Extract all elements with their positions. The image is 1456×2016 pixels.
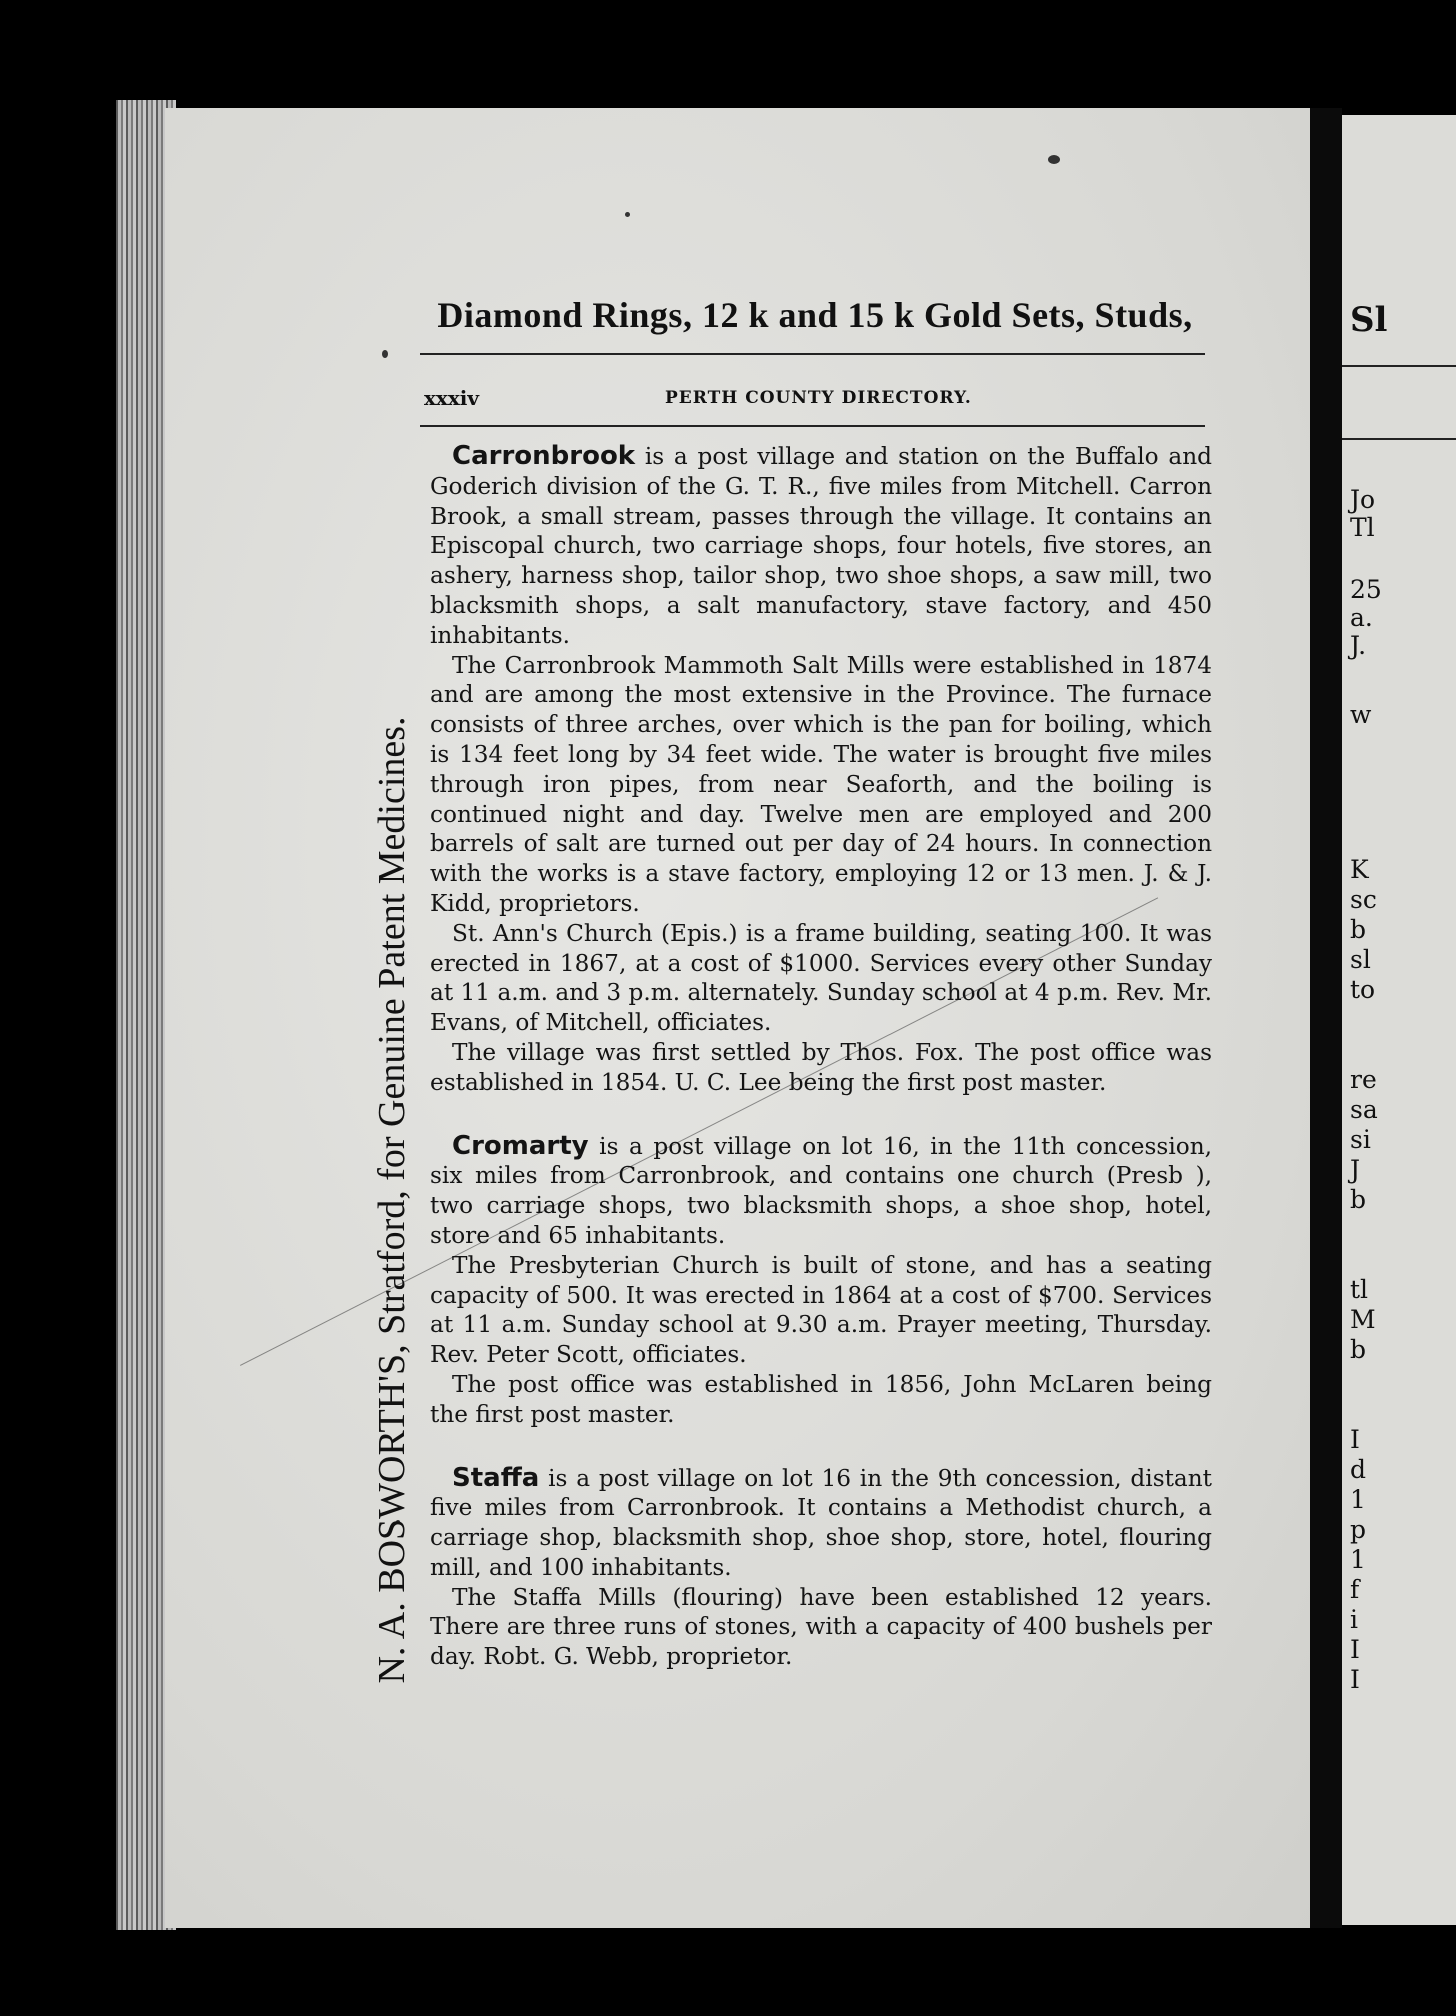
facing-page-text: sl (1350, 945, 1371, 974)
page-number: xxxiv (424, 386, 479, 410)
facing-page-text: re (1350, 1065, 1377, 1094)
header-rule (420, 353, 1205, 355)
facing-page-text: to (1350, 975, 1376, 1004)
ink-speck (382, 350, 388, 358)
facing-page-text: a. (1350, 603, 1373, 632)
place-name: Cromarty (452, 1130, 589, 1161)
facing-page-text: M (1350, 1305, 1376, 1334)
facing-page-fragment (1342, 115, 1456, 1925)
entry-paragraph (430, 1132, 1212, 1251)
ink-speck (625, 212, 630, 217)
entry-text: is a post village and station on the Buffalo and Goderich division of the G. T. R., five miles from Mitchell. Carron Brook, a small stream, passes through the village. It contains an Episcopal church, two carriage shops, four hotels, five stores, an ashery, harness shop, tailor shop, two shoe shops, a saw mill, two blacksmith shops, a salt manufactory, stave factory, and 450 inhabitants. (430, 443, 1212, 649)
place-name: Carronbrook (452, 441, 636, 471)
facing-page-text: Sl (1350, 300, 1388, 340)
facing-page-text: f (1350, 1575, 1360, 1604)
facing-page-text: b (1350, 1185, 1367, 1214)
entry-paragraph (430, 1464, 1212, 1583)
running-title: PERTH COUNTY DIRECTORY. (665, 388, 972, 408)
entry-paragraph: The village was first settled by Thos. Fox. The post office was established in 1854. U. C. Lee being the first post master. (430, 1038, 1212, 1096)
facing-page-text: I (1350, 1425, 1360, 1454)
facing-page-text: w (1350, 700, 1372, 729)
entry-text: is a post village on lot 16 in the 9th concession, distant five miles from Carronbrook. It contains a Methodist church, a carriage shop, blacksmith shop, shoe shop, store, hotel, flouring mill, and 100 inhabitants. (430, 1464, 1212, 1581)
ink-speck (1048, 155, 1060, 164)
facing-page-text: b (1350, 915, 1367, 944)
facing-page-text: i (1350, 1605, 1358, 1634)
facing-page-text: J. (1350, 631, 1367, 660)
place-name: Staffa (452, 1462, 540, 1493)
facing-page-text: 1 (1350, 1545, 1366, 1574)
facing-page-text: J (1350, 1155, 1361, 1184)
facing-page-text: tl (1350, 1275, 1369, 1304)
facing-page-text: K (1350, 855, 1369, 884)
facing-page-text: 25 (1350, 575, 1382, 604)
facing-page-rule (1342, 438, 1456, 440)
facing-page-text: b (1350, 1335, 1367, 1364)
facing-page-text: sc (1350, 885, 1377, 914)
entry-paragraph: The Carronbrook Mammoth Salt Mills were established in 1874 and are among the most extensive in the Province. The furnace consists of three arches, over which is the pan for boiling, which is 134 feet long by 34 feet wide. The water is brought five miles through iron pipes, from near Seaforth, and the boiling is continued night and day. Twelve men are employed and 200 barrels of salt are turned out per day of 24 hours. In connection with the works is a stave factory, employing 12 or 13 men. J. & J. Kidd, proprietors. (430, 651, 1212, 917)
entry-cromarty (430, 1132, 1212, 1430)
facing-page-text: Jo (1350, 485, 1376, 514)
facing-page-rule (1342, 365, 1456, 367)
facing-page-text: Tl (1350, 513, 1375, 542)
facing-page-text: I (1350, 1665, 1360, 1694)
facing-page-text: sa (1350, 1095, 1378, 1124)
entry-carronbrook (430, 442, 1212, 1098)
book-gutter (1310, 108, 1342, 1928)
entry-paragraph: The Presbyterian Church is built of stone, and has a seating capacity of 500. It was erected in 1864 at a cost of $700. Services at 11 a.m. Sunday school at 9.30 a.m. Prayer meeting, Thursday. Rev. Peter Scott, officiates. (430, 1251, 1212, 1369)
directory-entries (430, 442, 1212, 1672)
facing-page-text: si (1350, 1125, 1371, 1154)
facing-page-text: I (1350, 1635, 1360, 1664)
entry-paragraph: The post office was established in 1856, John McLaren being the first post master. (430, 1370, 1212, 1428)
entry-staffa (430, 1464, 1212, 1673)
entry-text: is a post village on lot 16, in the 11th concession, six miles from Carronbrook, and contains one church (Presb ), two carriage shops, two blacksmith shops, a shoe shop, hotel, store and 65 inhabitants. (430, 1132, 1213, 1249)
title-rule (420, 425, 1205, 427)
side-advertisement: N. A. BOSWORTH'S, Stratford, for Genuine Patent Medicines. (371, 716, 413, 1684)
facing-page-text: d (1350, 1455, 1367, 1484)
facing-page-text: p (1350, 1515, 1367, 1544)
entry-paragraph: The Staffa Mills (flouring) have been established 12 years. There are three runs of stones, with a capacity of 400 bushels per day. Robt. G. Webb, proprietor. (430, 1583, 1212, 1671)
facing-page-text: 1 (1350, 1485, 1366, 1514)
entry-paragraph (430, 442, 1212, 651)
entry-paragraph: St. Ann's Church (Epis.) is a frame building, seating 100. It was erected in 1867, at a cost of $1000. Services every other Sunday at 11 a.m. and 3 p.m. alternately. Sunday school at 4 p.m. Rev. Mr. Evans, of Mitchell, officiates. (430, 919, 1212, 1037)
top-advertisement: Diamond Rings, 12 k and 15 k Gold Sets, Studs, (437, 295, 1193, 335)
